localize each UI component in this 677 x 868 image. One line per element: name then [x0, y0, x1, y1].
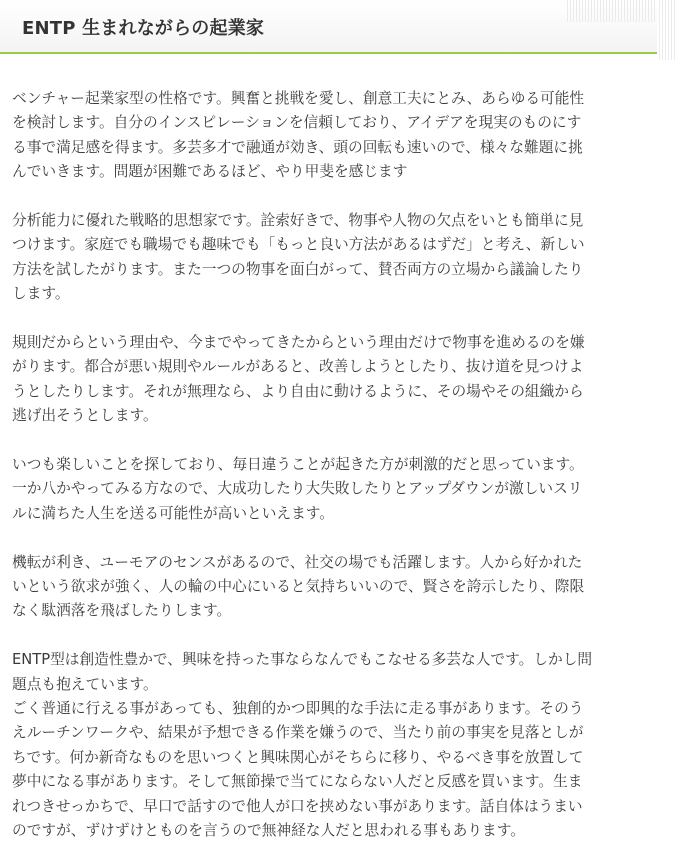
- paragraph-3: 規則だからという理由や、今までやってきたからという理由だけで物事を進めるのを嫌 がります。都合が悪い規則やルールがあると、改善しようとしたり、抜け道を見つけよ うとしたりします。それが無理なら、より自由に動けるように、その場やその組織から 逃げ出そうとします。: [12, 334, 585, 425]
- paragraph-1: ベンチャー起業家型の性格です。興奮と挑戦を愛し、創意工夫にとみ、あらゆる可能性 を検討します。自分のインスピレーションを信頼しており、アイデアを現実のものにす る事で満足感を得ます。多芸多才で融通が効き、頭の回転も速いので、様々な難題に挑 んでいきます。問題が困難であるほど、やり甲斐を感じます: [12, 90, 585, 181]
- paragraph-6: ENTP型は創造性豊かで、興味を持った事ならなんでもこなせる多芸な人です。しかし問 題点も抱えています。 ごく普通に行える事があっても、独創的かつ即興的な手法に走る事があります。そのう えルーチンワークや、結果が予想できる作業を嫌うので、当たり前の事実を見落としが ちです。何か新奇なものを思いつくと興味関心がそちらに移り、やるべき事を放置して 夢中になる事があります。そして無節操で当てにならない人だと反感を買います。生ま れつきせっかちで、早口で話すので他人が口を挟めない事があります。話自体はうまい のですが、ずけずけとものを言うので無神経な人だと思われる事もあります。: [12, 651, 593, 840]
- right-edge-decoration: [657, 0, 677, 853]
- article-body: [12, 87, 642, 868]
- title-bar: [0, 0, 657, 54]
- page-title: ENTP 生まれながらの起業家: [22, 18, 265, 39]
- header-decoration: [567, 0, 657, 22]
- paragraph-4: いつも楽しいことを探しており、毎日違うことが起きた方が刺激的だと思っています。 一か八かやってみる方なので、大成功したり大失敗したりとアップダウンが激しいスリ ルに満ちた人生を送る可能性が高いといえます。: [12, 456, 584, 522]
- paragraph-5: 機転が利き、ユーモアのセンスがあるので、社交の場でも活躍します。人から好かれた いという欲求が強く、人の輪の中心にいると気持ちいいので、賢さを誇示したり、際限 なく駄洒落を飛ばしたりします。: [12, 553, 585, 620]
- paragraph-2: 分析能力に優れた戦略的思想家です。詮索好きで、物事や人物の欠点をいとも簡単に見 つけます。家庭でも職場でも趣味でも「もっと良い方法があるはずだ」と考え、新しい 方法を試したがります。また一つの物事を面白がって、賛否両方の立場から議論したり します。: [12, 212, 585, 303]
